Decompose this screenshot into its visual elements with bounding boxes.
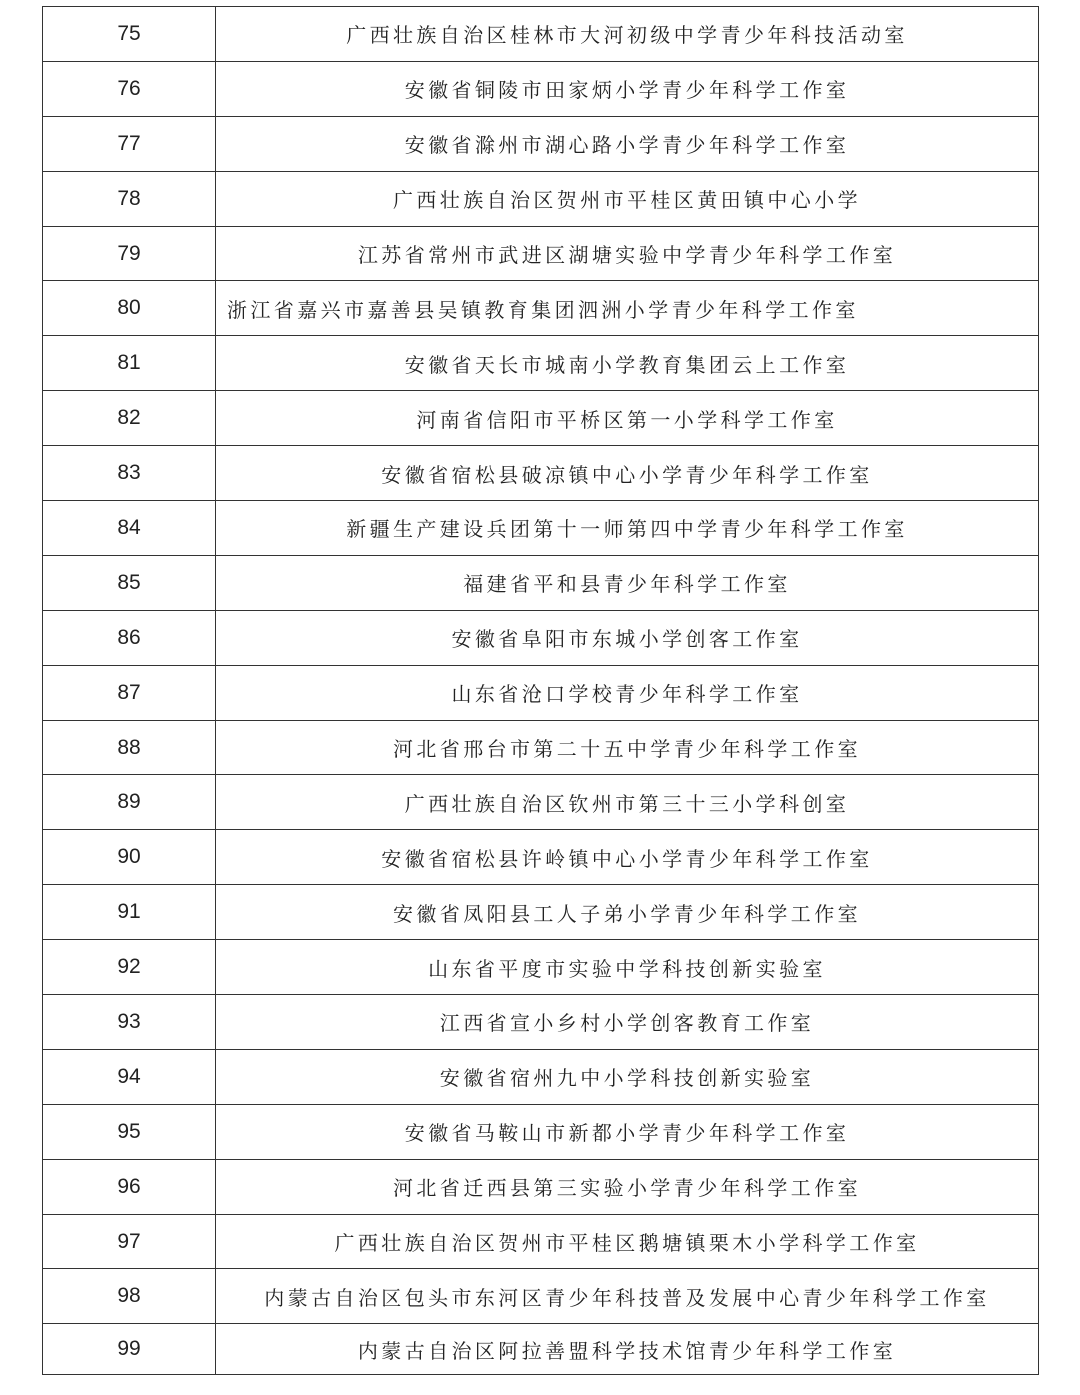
row-name: 福建省平和县青少年科学工作室 xyxy=(216,555,1039,610)
table-row xyxy=(43,391,1039,446)
table-row xyxy=(43,501,1039,556)
row-name: 安徽省凤阳县工人子弟小学青少年科学工作室 xyxy=(216,885,1039,940)
row-number: 80 xyxy=(43,281,216,336)
row-number: 90 xyxy=(43,830,216,885)
table-row xyxy=(43,281,1039,336)
table-row xyxy=(43,775,1039,830)
row-number: 86 xyxy=(43,610,216,665)
table-row xyxy=(43,1104,1039,1159)
table-row xyxy=(43,610,1039,665)
row-number: 89 xyxy=(43,775,216,830)
table-row xyxy=(43,1324,1039,1375)
row-name: 山东省平度市实验中学科技创新实验室 xyxy=(216,940,1039,995)
row-number: 76 xyxy=(43,61,216,116)
row-number: 84 xyxy=(43,501,216,556)
row-name: 内蒙古自治区包头市东河区青少年科技普及发展中心青少年科学工作室 xyxy=(216,1269,1039,1324)
row-name: 内蒙古自治区阿拉善盟科学技术馆青少年科学工作室 xyxy=(216,1324,1039,1375)
table-row xyxy=(43,336,1039,391)
row-name: 广西壮族自治区贺州市平桂区黄田镇中心小学 xyxy=(216,171,1039,226)
row-name: 江苏省常州市武进区湖塘实验中学青少年科学工作室 xyxy=(216,226,1039,281)
row-name: 安徽省天长市城南小学教育集团云上工作室 xyxy=(216,336,1039,391)
row-name: 安徽省宿松县破凉镇中心小学青少年科学工作室 xyxy=(216,446,1039,501)
row-name: 新疆生产建设兵团第十一师第四中学青少年科学工作室 xyxy=(216,501,1039,556)
row-name: 河北省邢台市第二十五中学青少年科学工作室 xyxy=(216,720,1039,775)
table-row xyxy=(43,940,1039,995)
row-number: 78 xyxy=(43,171,216,226)
row-name: 江西省宣小乡村小学创客教育工作室 xyxy=(216,995,1039,1050)
row-name: 山东省沧口学校青少年科学工作室 xyxy=(216,665,1039,720)
row-number: 83 xyxy=(43,446,216,501)
row-number: 79 xyxy=(43,226,216,281)
row-number: 97 xyxy=(43,1214,216,1269)
table-row xyxy=(43,116,1039,171)
row-name: 河北省迁西县第三实验小学青少年科学工作室 xyxy=(216,1159,1039,1214)
table-row xyxy=(43,1049,1039,1104)
table-row xyxy=(43,830,1039,885)
row-name: 河南省信阳市平桥区第一小学科学工作室 xyxy=(216,391,1039,446)
row-name: 安徽省宿州九中小学科技创新实验室 xyxy=(216,1049,1039,1104)
row-name: 安徽省阜阳市东城小学创客工作室 xyxy=(216,610,1039,665)
row-name: 广西壮族自治区钦州市第三十三小学科创室 xyxy=(216,775,1039,830)
row-number: 85 xyxy=(43,555,216,610)
table-row xyxy=(43,555,1039,610)
row-number: 81 xyxy=(43,336,216,391)
table-row xyxy=(43,61,1039,116)
row-number: 98 xyxy=(43,1269,216,1324)
row-name: 安徽省马鞍山市新都小学青少年科学工作室 xyxy=(216,1104,1039,1159)
row-name: 广西壮族自治区贺州市平桂区鹅塘镇栗木小学科学工作室 xyxy=(216,1214,1039,1269)
table-row xyxy=(43,171,1039,226)
row-number: 77 xyxy=(43,116,216,171)
row-name: 安徽省铜陵市田家炳小学青少年科学工作室 xyxy=(216,61,1039,116)
row-number: 87 xyxy=(43,665,216,720)
row-number: 93 xyxy=(43,995,216,1050)
table-row xyxy=(43,1214,1039,1269)
row-name: 安徽省宿松县许岭镇中心小学青少年科学工作室 xyxy=(216,830,1039,885)
row-number: 94 xyxy=(43,1049,216,1104)
row-number: 91 xyxy=(43,885,216,940)
table-row xyxy=(43,226,1039,281)
table-row xyxy=(43,1269,1039,1324)
table-row xyxy=(43,446,1039,501)
row-number: 95 xyxy=(43,1104,216,1159)
row-number: 75 xyxy=(43,7,216,62)
row-number: 92 xyxy=(43,940,216,995)
row-name: 安徽省滁州市湖心路小学青少年科学工作室 xyxy=(216,116,1039,171)
row-number: 96 xyxy=(43,1159,216,1214)
table-row xyxy=(43,885,1039,940)
table-row xyxy=(43,1159,1039,1214)
table-row xyxy=(43,7,1039,62)
row-name: 广西壮族自治区桂林市大河初级中学青少年科技活动室 xyxy=(216,7,1039,62)
row-number: 99 xyxy=(43,1324,216,1375)
row-name: 浙江省嘉兴市嘉善县吴镇教育集团泗洲小学青少年科学工作室 xyxy=(216,281,1039,336)
row-number: 82 xyxy=(43,391,216,446)
table-row xyxy=(43,665,1039,720)
table-row xyxy=(43,720,1039,775)
table-row xyxy=(43,995,1039,1050)
list-table xyxy=(42,6,1039,1375)
row-number: 88 xyxy=(43,720,216,775)
